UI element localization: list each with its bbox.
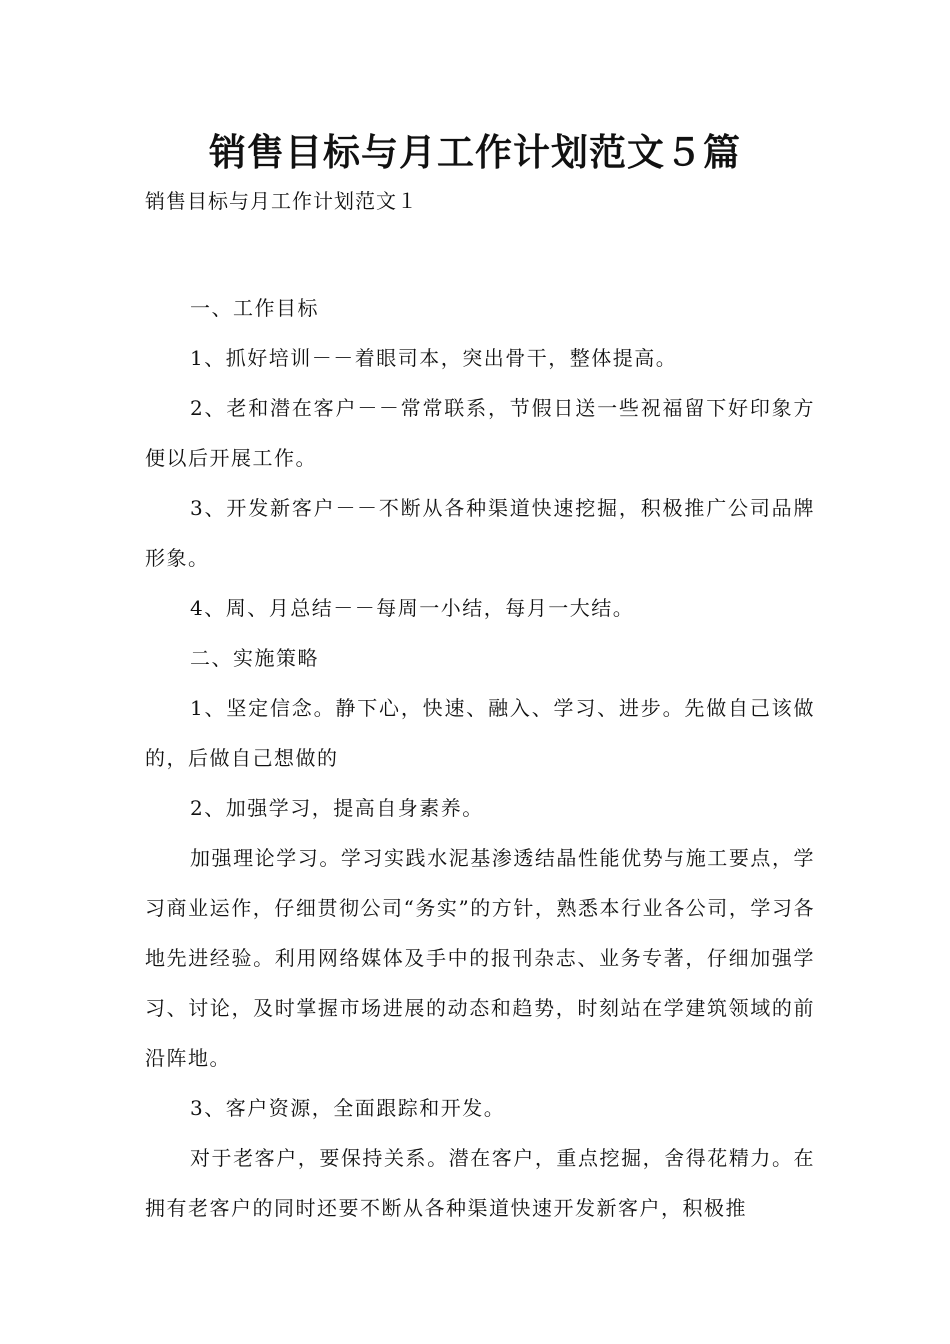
paragraph: 加强理论学习。学习实践水泥基渗透结晶性能优势与施工要点，学习商业运作，仔细贯彻公司“务实”的方针，熟悉本行业各公司，学习各地先进经验。利用网络媒体及手中的报刊杂志、业务专著，仔细加强学习、讨论，及时掌握市场进展的动态和趋势，时刻站在学建筑领域的前沿阵地。 <box>145 846 815 1070</box>
heading-work-goals: 一、工作目标 <box>190 296 319 320</box>
heading-strategy: 二、实施策略 <box>190 646 319 670</box>
paragraph: 4、周、月总结－－每周一小结，每月一大结。 <box>190 596 635 620</box>
paragraph: 2、老和潜在客户－－常常联系，节假日送一些祝福留下好印象方便以后开展工作。 <box>145 396 815 470</box>
paragraph: 2、加强学习，提高自身素养。 <box>190 796 484 820</box>
paragraph: 3、开发新客户－－不断从各种渠道快速挖掘，积极推广公司品牌形象。 <box>145 496 815 570</box>
paragraph: 对于老客户，要保持关系。潜在客户，重点挖掘，舍得花精力。在拥有老客户的同时还要不断从各种渠道快速开发新客户，积极推 <box>145 1146 815 1220</box>
document-subtitle: 销售目标与月工作计划范文１ <box>145 189 418 213</box>
paragraph: 1、抓好培训－－着眼司本，突出骨干，整体提高。 <box>190 346 678 370</box>
paragraph: 1、坚定信念。静下心，快速、融入、学习、进步。先做自己该做的，后做自己想做的 <box>145 696 815 770</box>
document-title: 销售目标与月工作计划范文５篇 <box>209 131 741 174</box>
paragraph: 3、客户资源，全面跟踪和开发。 <box>190 1096 506 1120</box>
document-body <box>145 283 815 1233</box>
